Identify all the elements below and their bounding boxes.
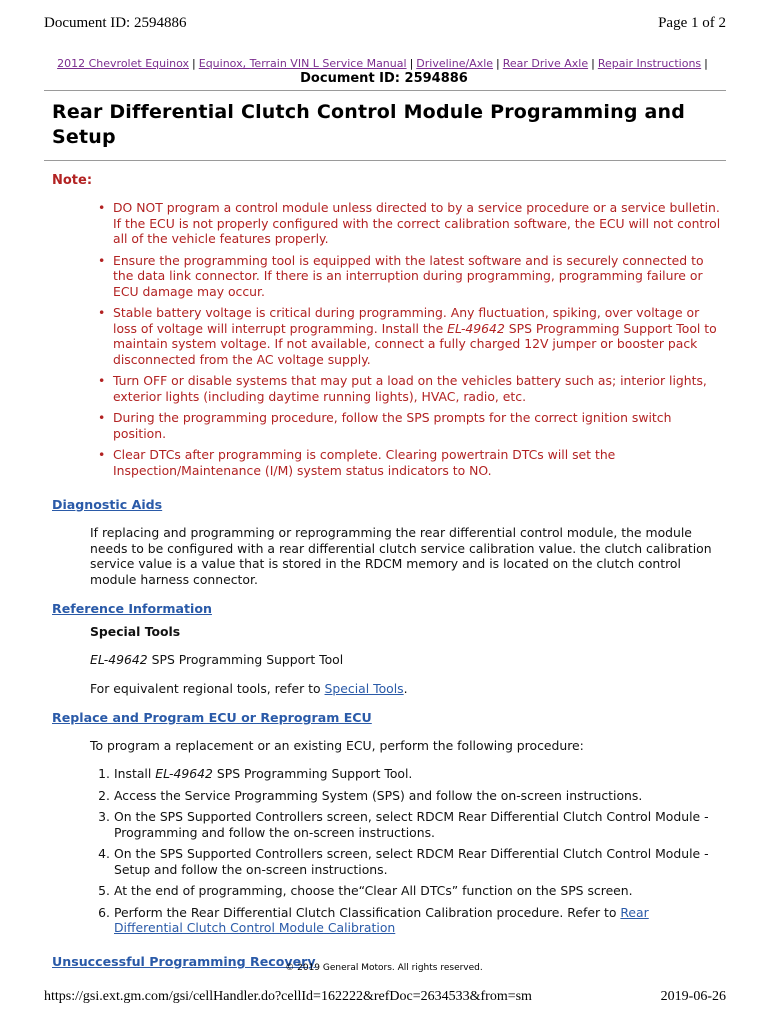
tool-code: EL-49642 — [155, 766, 213, 781]
step-number: 3. — [98, 809, 110, 824]
step-text: On the SPS Supported Controllers screen, select RDCM Rear Differential Clutch Control Module - Setup and follow the on-screen instructions. — [114, 846, 709, 877]
step-text: Install EL-49642 SPS Programming Support Tool. — [114, 766, 413, 781]
note-item — [97, 305, 721, 367]
regional-tools-text: For equivalent regional tools, refer to Special Tools. — [90, 681, 408, 696]
breadcrumb-link-rear-drive-axle[interactable]: Rear Drive Axle — [502, 57, 589, 70]
header-document-id: Document ID: 2594886 — [44, 15, 187, 31]
step-text: At the end of programming, choose the“Clear All DTCs” function on the SPS screen. — [114, 883, 633, 898]
calibration-procedure-link[interactable]: Rear Differential Clutch Control Module Calibration — [114, 904, 649, 935]
footer-date: 2019-06-26 — [660, 989, 726, 1004]
procedure-step — [90, 905, 720, 936]
reference-information-heading[interactable]: Reference Information — [52, 601, 212, 616]
note-item: • Clear DTCs after programming is complete. Clearing powertrain DTCs will set the Inspection/Maintenance (I/M) system status indicators to NO. — [97, 447, 721, 478]
print-footer — [44, 989, 726, 1005]
note-item: • DO NOT program a control module unless directed to by a service procedure or a service bulletin. If the ECU is not properly configured with the correct calibration software, the ECU will not control all of the vehicle features properly. — [97, 200, 721, 247]
unsuccessful-programming-heading[interactable]: Unsuccessful Programming Recovery — [52, 954, 316, 969]
breadcrumb-separator: | — [496, 57, 500, 70]
copyright-notice: © 2019 General Motors. All rights reserved. — [285, 963, 483, 973]
diagnostic-aids-heading[interactable]: Diagnostic Aids — [52, 497, 163, 512]
procedure-step — [90, 766, 720, 782]
procedure-step — [90, 809, 720, 840]
breadcrumb-separator: | — [192, 57, 196, 70]
note-list — [97, 200, 721, 484]
special-tools-link[interactable]: Special Tools — [324, 681, 404, 696]
replace-program-ecu-heading[interactable]: Replace and Program ECU or Reprogram ECU — [52, 710, 372, 725]
note-label: Note: — [52, 173, 93, 188]
breadcrumb — [0, 57, 768, 70]
footer-url: https://gsi.ext.gm.com/gsi/cellHandler.do?cellId=162222&refDoc=2634533&from=sm — [44, 989, 532, 1004]
note-item: • Turn OFF or disable systems that may put a load on the vehicles battery such as; interior lights, exterior lights (including daytime running lights), HVAC, radio, etc. — [97, 373, 721, 404]
procedure-step — [90, 883, 720, 899]
procedure-intro: To program a replacement or an existing ECU, perform the following procedure: — [90, 738, 584, 753]
header-page-number: Page 1 of 2 — [658, 15, 726, 31]
page-title: Rear Differential Clutch Control Module Programming and Setup — [52, 101, 686, 148]
step-number: 5. — [98, 883, 110, 898]
special-tools-label: Special Tools — [90, 624, 181, 639]
tool-code: EL-49642 — [447, 320, 505, 336]
diagnostic-aids-text: If replacing and programming or reprogramming the rear differential control module, the module needs to be configured with a rear differential clutch service calibration value. the clutch calibration service value is a value that is stored in the RDCM memory and is located on the clutch control module harness connector. — [90, 525, 712, 587]
tool-code: EL-49642 — [90, 652, 148, 667]
note-item: • During the programming procedure, follow the SPS prompts for the correct ignition switch position. — [97, 410, 721, 441]
step-number: 1. — [98, 766, 110, 781]
title-divider-bottom — [44, 160, 726, 161]
breadcrumb-separator: | — [704, 57, 708, 70]
step-number: 6. — [98, 904, 110, 920]
note-item: • Ensure the programming tool is equipped with the latest software and is securely connected to the data link connector. If there is an interruption during programming, programming failure or ECU damage may occur. — [97, 253, 721, 300]
breadcrumb-link-service-manual[interactable]: Equinox, Terrain VIN L Service Manual — [198, 57, 407, 70]
document-id: Document ID: 2594886 — [300, 71, 468, 86]
step-number: 4. — [98, 846, 110, 861]
procedure-steps — [90, 766, 720, 942]
breadcrumb-link-driveline-axle[interactable]: Driveline/Axle — [416, 57, 494, 70]
print-header — [44, 15, 726, 32]
step-text: Access the Service Programming System (SPS) and follow the on-screen instructions. — [114, 787, 643, 803]
special-tool-entry — [90, 652, 720, 668]
step-text: On the SPS Supported Controllers screen, select RDCM Rear Differential Clutch Control Module - Programming and follow the on-screen instructions. — [114, 809, 709, 840]
breadcrumb-separator: | — [409, 57, 414, 70]
title-divider-top — [44, 90, 726, 91]
step-number: 2. — [98, 787, 110, 803]
step-text: Perform the Rear Differential Clutch Classification Calibration procedure. Refer to Rear Differential Clutch Control Module Calibration — [114, 904, 649, 935]
note-text: Stable battery voltage is critical during programming. Any fluctuation, spiking, over voltage or loss of voltage will interrupt programming. Install the — [113, 305, 700, 336]
breadcrumb-link-vehicle[interactable]: 2012 Chevrolet Equinox — [57, 57, 190, 70]
procedure-step — [90, 846, 720, 877]
breadcrumb-link-repair-instructions[interactable]: Repair Instructions — [597, 57, 702, 70]
breadcrumb-separator: | — [591, 57, 595, 70]
procedure-step — [90, 788, 720, 804]
note-text: SPS Programming Support Tool to maintain system voltage. If not available, connect a fully charged 12V jumper or booster pack disconnected from the AC voltage supply. — [113, 320, 717, 367]
tool-description: SPS Programming Support Tool — [147, 652, 344, 667]
